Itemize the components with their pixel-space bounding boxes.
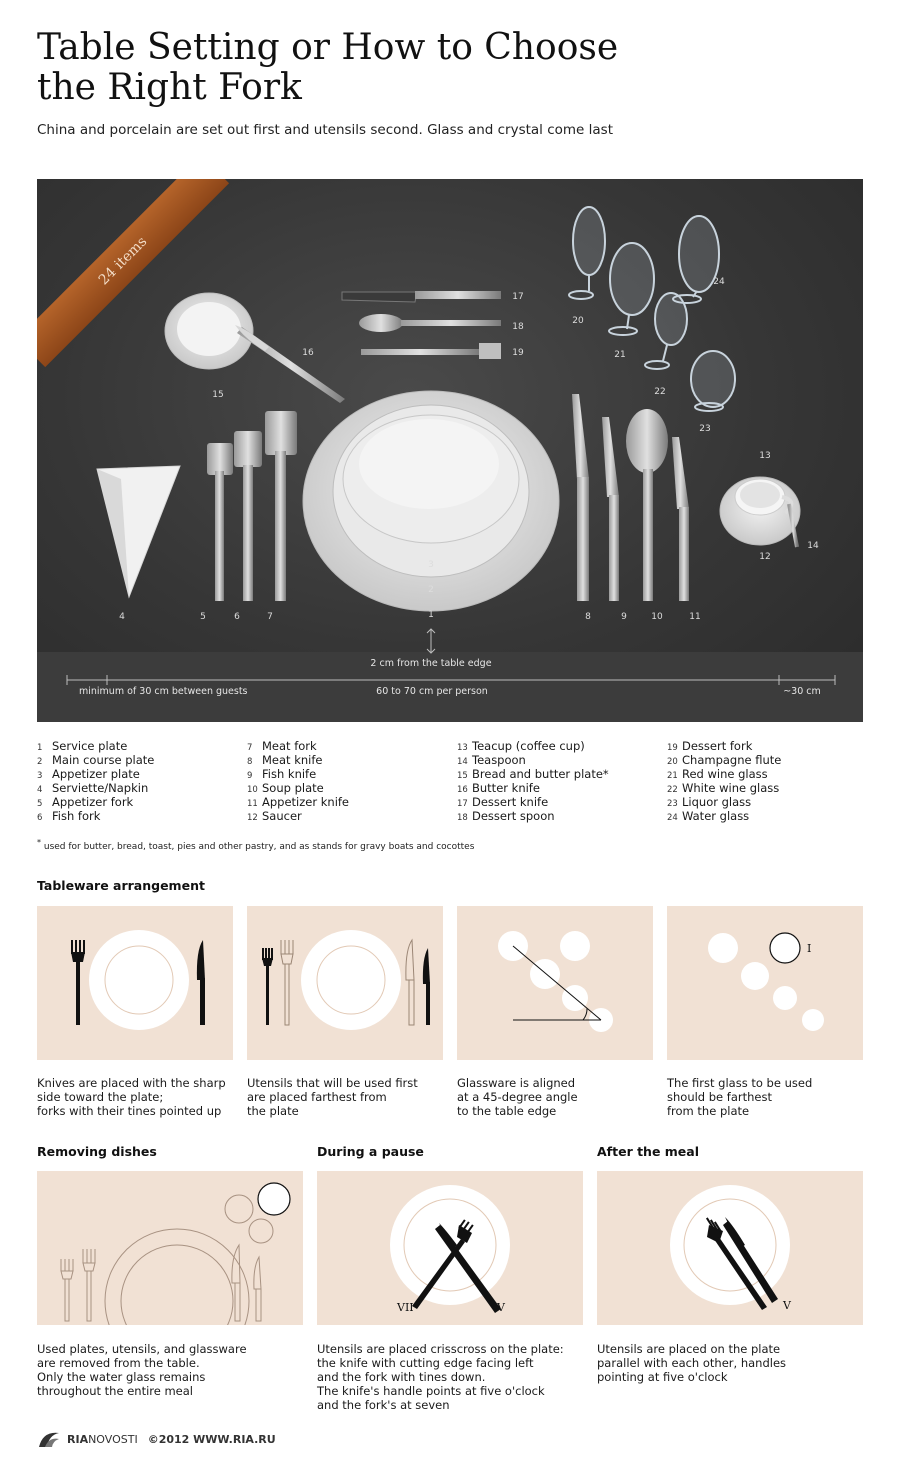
bread-plate: [165, 293, 345, 403]
legend-item: 11 Appetizer knife: [247, 795, 350, 809]
removing-dishes-title: Removing dishes: [37, 1144, 157, 1159]
during-pause-title: During a pause: [317, 1144, 424, 1159]
arrangement-panel-order: [247, 906, 443, 1060]
during-pause-panel: [317, 1171, 583, 1325]
legend-column-2: [247, 739, 447, 823]
arrangement-title: Tableware arrangement: [37, 878, 205, 893]
arrangement-panel-first-glass: [667, 906, 863, 1060]
fork-outline-icon: [83, 1249, 95, 1321]
label-14: 14: [807, 541, 819, 551]
label-2: 2: [428, 585, 434, 595]
label-12: 12: [759, 552, 771, 562]
arrangement-caption-1: Knives are placed with the sharp side toward the plate; forks with their tines pointed up: [37, 1076, 226, 1118]
footer: [37, 1428, 276, 1450]
water-glass-icon: [258, 1183, 290, 1215]
label-20: 20: [572, 316, 584, 326]
label-3: 3: [428, 560, 434, 570]
label-13: 13: [759, 451, 771, 461]
label-17: 17: [512, 292, 524, 302]
knife-outline-icon: [254, 1257, 261, 1321]
glassware: [569, 207, 735, 411]
items-count-ribbon: 24 items: [37, 179, 229, 367]
legend-item: 5 Appetizer fork: [37, 795, 134, 809]
legend-item: 2 Main course plate: [37, 753, 155, 767]
label-11: 11: [689, 612, 701, 622]
copyright: ©2012 WWW.RIA.RU: [147, 1432, 276, 1446]
arrangement-caption-2: Utensils that will be used first are placed farthest from the plate: [247, 1076, 418, 1118]
after-meal-panel: [597, 1171, 863, 1325]
legend-column-3: [457, 739, 657, 823]
label-23: 23: [699, 424, 711, 434]
first-glass-marker: I: [807, 942, 812, 955]
first-glass-illustration: [667, 906, 863, 1060]
during-pause-illustration: [317, 1171, 583, 1325]
legend-item: 15 Bread and butter plate*: [457, 767, 609, 781]
after-meal-illustration: [597, 1171, 863, 1325]
ria-logo-icon: [37, 1429, 61, 1449]
page-title: Table Setting or How to Choose the Right Fork: [37, 27, 619, 108]
fork-icon: [71, 940, 85, 1025]
label-1: 1: [428, 610, 434, 620]
forks-left: [207, 411, 297, 601]
legend-item: 22 White wine glass: [667, 781, 780, 795]
teacup-saucer: [720, 477, 800, 547]
brand-name: RIANOVOSTI: [67, 1432, 138, 1446]
arrangement-caption-3: Glassware is aligned at a 45-degree angle to the table edge: [457, 1076, 578, 1118]
legend-item: 24 Water glass: [667, 809, 750, 823]
label-22: 22: [654, 387, 666, 397]
seven-oclock-marker: VII: [397, 1301, 414, 1314]
label-16: 16: [302, 348, 314, 358]
table-setting-photo: [37, 179, 863, 722]
label-5: 5: [200, 612, 206, 622]
label-18: 18: [512, 322, 524, 332]
legend-footnote: * used for butter, bread, toast, pies and other pastry, and as stands for gravy boats and cocottes: [37, 838, 475, 852]
legend-item: 1 Service plate: [37, 739, 128, 753]
service-plate: [303, 391, 559, 611]
legend-item: 12 Saucer: [247, 809, 302, 823]
legend-item: 16 Butter knife: [457, 781, 540, 795]
legend-item: 17 Dessert knife: [457, 795, 549, 809]
measurements: [67, 629, 835, 685]
guest-gap-label: minimum of 30 cm between guests: [79, 686, 248, 697]
knife-icon: [197, 940, 205, 1025]
label-19: 19: [512, 348, 524, 358]
after-meal-title: After the meal: [597, 1144, 700, 1159]
five-oclock-marker: V: [497, 1301, 505, 1314]
knife-outline-icon: [406, 940, 414, 1025]
legend-item: 14 Teaspoon: [457, 753, 526, 767]
label-15: 15: [212, 390, 224, 400]
arrangement-caption-4: The first glass to be used should be farthest from the plate: [667, 1076, 813, 1118]
fork-icon: [262, 948, 273, 1025]
label-24: 24: [713, 277, 725, 287]
legend-item: 23 Liquor glass: [667, 795, 752, 809]
glass-angle-illustration: [457, 906, 653, 1060]
label-21: 21: [614, 350, 626, 360]
legend-item: 19 Dessert fork: [667, 739, 753, 753]
place-setting-illustration: [37, 179, 863, 722]
fork-outline-icon: [281, 940, 293, 1025]
legend-column-4: [667, 739, 867, 823]
legend-item: 4 Serviette/Napkin: [37, 781, 149, 795]
legend-item: 18 Dessert spoon: [457, 809, 555, 823]
fork-outline-icon: [61, 1259, 73, 1321]
right-gap-label: ~30 cm: [783, 686, 821, 697]
legend-item: 21 Red wine glass: [667, 767, 768, 781]
legend-item: 7 Meat fork: [247, 739, 317, 753]
legend-column-1: [37, 739, 237, 823]
legend-item: 8 Meat knife: [247, 753, 323, 767]
knives-right: [572, 394, 689, 601]
dessert-cutlery: [342, 291, 501, 359]
label-8: 8: [585, 612, 591, 622]
arrangement-panel-glass-angle: [457, 906, 653, 1060]
per-person-label: 60 to 70 cm per person: [376, 686, 488, 697]
legend-item: 10 Soup plate: [247, 781, 324, 795]
legend-item: 13 Teacup (coffee cup): [457, 739, 585, 753]
label-9: 9: [621, 612, 627, 622]
label-10: 10: [651, 612, 663, 622]
legend-item: 6 Fish fork: [37, 809, 101, 823]
legend-item: 3 Appetizer plate: [37, 767, 140, 781]
legend-item: 20 Champagne flute: [667, 753, 782, 767]
legend-item: 9 Fish knife: [247, 767, 317, 781]
page-subtitle: China and porcelain are set out first and utensils second. Glass and crystal come last: [37, 122, 613, 138]
removing-dishes-illustration: [37, 1171, 303, 1325]
label-6: 6: [234, 612, 240, 622]
removing-dishes-caption: Used plates, utensils, and glassware are removed from the table. Only the water glass remains throughout the entire meal: [37, 1342, 247, 1398]
five-oclock-marker: V: [783, 1299, 791, 1312]
arrangement-panel-knives: [37, 906, 233, 1060]
knife-fork-direction-illustration: [37, 906, 233, 1060]
label-7: 7: [267, 612, 273, 622]
during-pause-caption: Utensils are placed crisscross on the plate: the knife with cutting edge facing left and the fork with tines down. The knife's handle points at five o'clock and the fork's at seven: [317, 1342, 564, 1412]
after-meal-caption: Utensils are placed on the plate parallel with each other, handles pointing at five o'clock: [597, 1342, 787, 1384]
edge-distance-label: 2 cm from the table edge: [370, 658, 492, 669]
label-4: 4: [119, 612, 125, 622]
knife-icon: [423, 948, 430, 1025]
removing-dishes-panel: [37, 1171, 303, 1325]
utensil-order-illustration: [247, 906, 443, 1060]
